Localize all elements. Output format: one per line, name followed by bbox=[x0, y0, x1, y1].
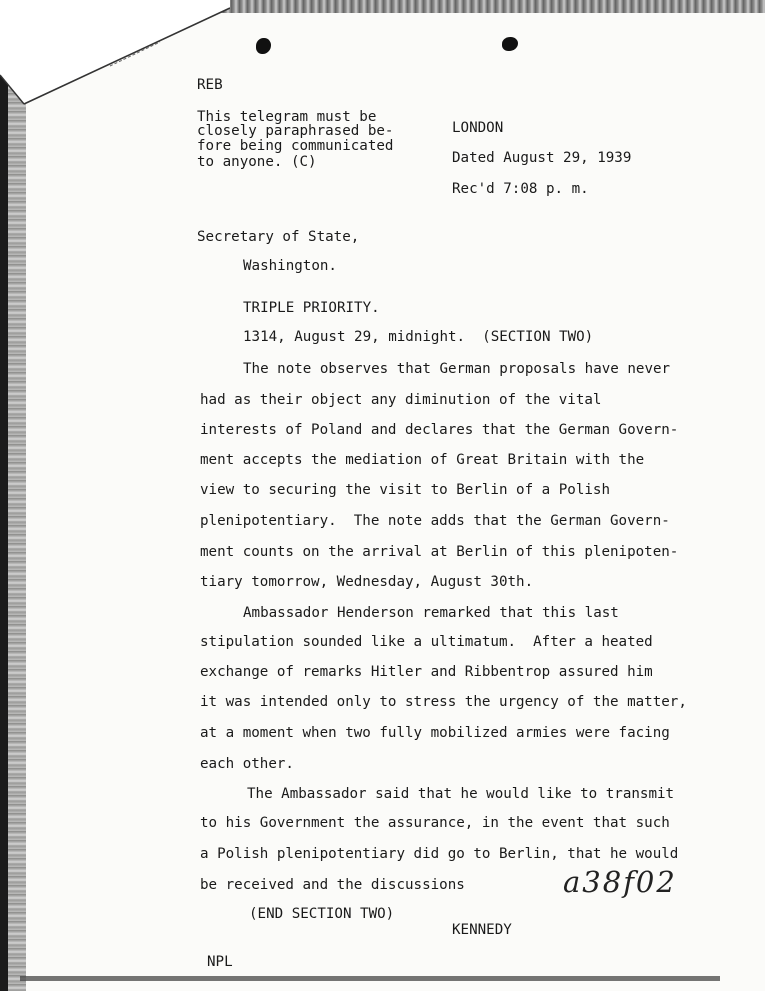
reference-line: 1314, August 29, midnight. (SECTION TWO) bbox=[243, 329, 594, 345]
dated-line: Dated August 29, 1939 bbox=[452, 150, 632, 166]
body-line: at a moment when two fully mobilized armies were facing bbox=[200, 725, 670, 741]
body-line: had as their object any diminution of the vital bbox=[200, 392, 602, 408]
body-line: ment counts on the arrival at Berlin of this plenipoten- bbox=[200, 544, 679, 560]
body-line: The Ambassador said that he would like to transmit bbox=[247, 786, 675, 802]
body-line: to his Government the assurance, in the event that such bbox=[200, 815, 670, 831]
body-line: plenipotentiary. The note adds that the German Govern- bbox=[200, 513, 670, 529]
body-line: exchange of remarks Hitler and Ribbentrop assured him bbox=[200, 664, 653, 680]
body-line: tiary tomorrow, Wednesday, August 30th. bbox=[200, 574, 534, 590]
scan-edge-bottom bbox=[20, 976, 720, 981]
received-line: Rec'd 7:08 p. m. bbox=[452, 181, 589, 197]
body-line: view to securing the visit to Berlin of a Polish bbox=[200, 482, 610, 498]
signature: KENNEDY bbox=[452, 922, 512, 938]
notice-line-2: closely paraphrased be- bbox=[197, 123, 394, 139]
ink-blot-right bbox=[502, 37, 518, 51]
ink-blot-left bbox=[256, 38, 271, 54]
end-section: (END SECTION TWO) bbox=[249, 906, 395, 922]
body-line: stipulation sounded like a ultimatum. After a heated bbox=[200, 634, 653, 650]
body-line: interests of Poland and declares that the German Govern- bbox=[200, 422, 679, 438]
body-line: ment accepts the mediation of Great Britain with the bbox=[200, 452, 645, 468]
priority-line: TRIPLE PRIORITY. bbox=[243, 300, 380, 316]
recipient: Secretary of State, bbox=[197, 229, 360, 245]
body-line: be received and the discussions bbox=[200, 877, 465, 893]
footer-initials: NPL bbox=[207, 954, 233, 970]
body-line: Ambassador Henderson remarked that this last bbox=[243, 605, 619, 621]
scan-edge-left-shadow bbox=[0, 75, 8, 991]
origin-city: LONDON bbox=[452, 120, 504, 136]
sender-initials: REB bbox=[197, 77, 223, 93]
handwritten-annotation: a38f02 bbox=[563, 865, 677, 899]
body-line: it was intended only to stress the urgency of the matter, bbox=[200, 694, 687, 710]
recipient-city: Washington. bbox=[243, 258, 337, 274]
body-line: a Polish plenipotentiary did go to Berlin, that he would bbox=[200, 846, 679, 862]
notice-line-4: to anyone. (C) bbox=[197, 154, 317, 170]
notice-line-1: This telegram must be bbox=[197, 109, 377, 125]
scan-edge-top bbox=[215, 0, 765, 13]
notice-line-3: fore being communicated bbox=[197, 138, 394, 154]
folded-corner bbox=[0, 0, 230, 110]
body-line: each other. bbox=[200, 756, 294, 772]
body-line: The note observes that German proposals have never bbox=[243, 361, 671, 377]
